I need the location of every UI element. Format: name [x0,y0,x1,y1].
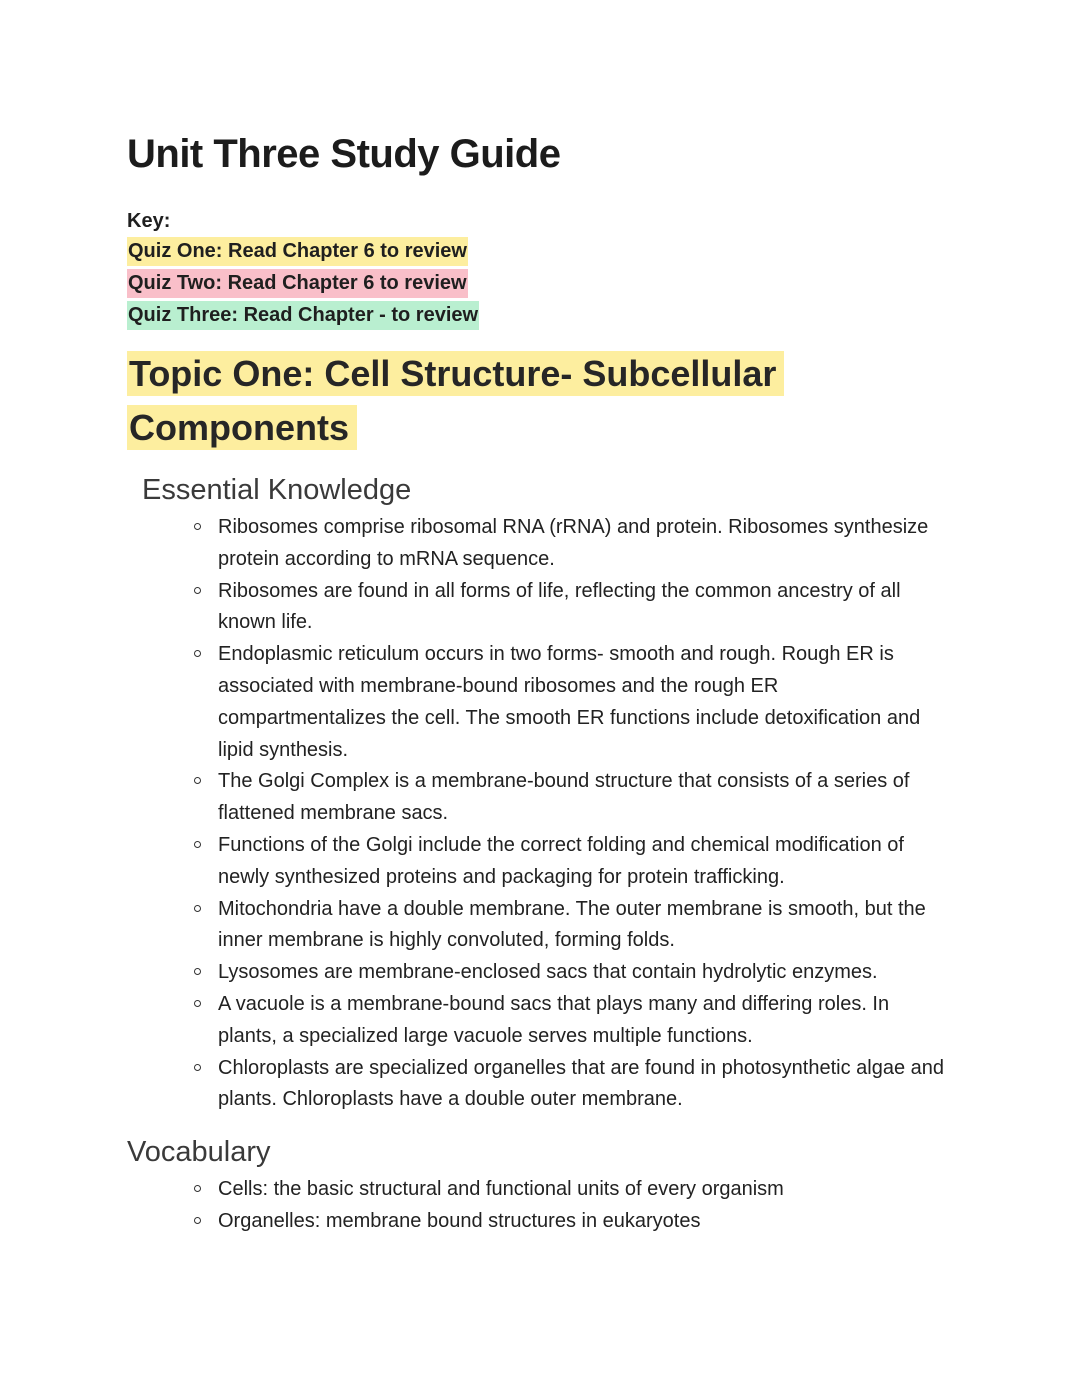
bullet-circle-icon [194,968,201,975]
list-item: Cells: the basic structural and functional units of every organism [190,1174,950,1206]
vocabulary-heading: Vocabulary [127,1136,271,1168]
key-item-quiz-two: Quiz Two: Read Chapter 6 to review [127,269,468,298]
list-item: Ribosomes are found in all forms of life, reflecting the common ancestry of all known life. [190,576,950,640]
bullet-circle-icon [194,777,201,784]
essential-knowledge-list [190,512,950,1116]
bullet-circle-icon [194,1064,201,1071]
topic-heading-text: Topic One: Cell Structure- Subcellular Components [127,351,784,450]
bullet-circle-icon [194,650,201,657]
bullet-circle-icon [194,587,201,594]
vocabulary-list [190,1174,950,1238]
list-item: A vacuole is a membrane-bound sacs that plays many and differing roles. In plants, a specialized large vacuole serves multiple functions. [190,989,950,1053]
key-label: Key: [127,210,171,232]
bullet-circle-icon [194,523,201,530]
list-item: Organelles: membrane bound structures in eukaryotes [190,1206,950,1238]
document-title: Unit Three Study Guide [127,132,561,176]
list-item: Functions of the Golgi include the correct folding and chemical modification of newly synthesized proteins and packaging for protein trafficking. [190,830,950,894]
list-item: Lysosomes are membrane-enclosed sacs that contain hydrolytic enzymes. [190,957,950,989]
key-legend [127,205,479,333]
list-item: Ribosomes comprise ribosomal RNA (rRNA) and protein. Ribosomes synthesize protein according to mRNA sequence. [190,512,950,576]
bullet-circle-icon [194,1217,201,1224]
list-item: Endoplasmic reticulum occurs in two forms- smooth and rough. Rough ER is associated with membrane-bound ribosomes and the rough ER compartmentalizes the cell. The smooth ER functions include detoxification and lipid synthesis. [190,639,950,766]
list-item: The Golgi Complex is a membrane-bound structure that consists of a series of flattened membrane sacs. [190,766,950,830]
topic-heading [127,347,887,455]
bullet-circle-icon [194,841,201,848]
essential-knowledge-heading: Essential Knowledge [142,474,412,506]
bullet-circle-icon [194,905,201,912]
list-item: Mitochondria have a double membrane. The outer membrane is smooth, but the inner membrane is highly convoluted, forming folds. [190,894,950,958]
list-item: Chloroplasts are specialized organelles that are found in photosynthetic algae and plants. Chloroplasts have a double outer membrane. [190,1053,950,1117]
key-item-quiz-three: Quiz Three: Read Chapter - to review [127,301,479,330]
key-item-quiz-one: Quiz One: Read Chapter 6 to review [127,237,468,266]
bullet-circle-icon [194,1000,201,1007]
bullet-circle-icon [194,1185,201,1192]
